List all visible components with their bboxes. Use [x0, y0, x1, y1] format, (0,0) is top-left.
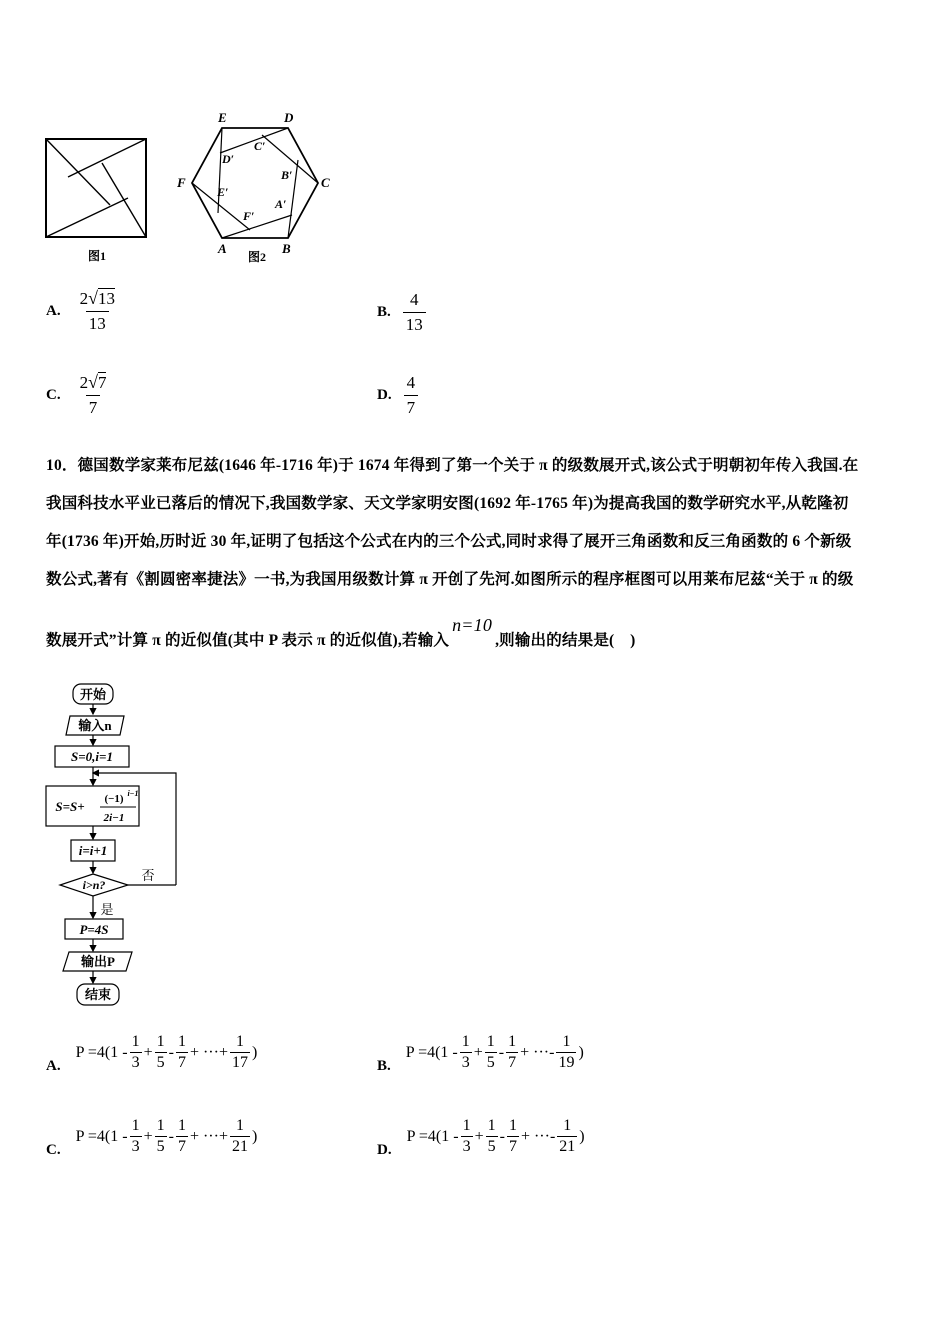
formula-fraction: $\frac{1}{5}$ — [487, 1117, 496, 1155]
formula-fraction: $\frac{1}{7}$ — [508, 1033, 517, 1071]
q10-line-5-pre: 数展开式”计算 π 的近似值(其中 P 表示 π 的近似值),若输入 — [46, 632, 450, 649]
option-label: C. — [46, 1142, 61, 1158]
formula-fraction: $\frac{1}{19}$ — [558, 1033, 575, 1071]
formula-operator: + — [143, 1127, 153, 1145]
flow-condition-text: i>n? — [82, 878, 106, 892]
fraction: $\frac{2√13}{13}$ — [79, 288, 115, 333]
q10-option-c[interactable] — [46, 1114, 258, 1159]
q9-option-c[interactable] — [46, 372, 109, 418]
fraction: $\frac{2√7}{7}$ — [79, 372, 107, 417]
q10-line-3: 年(1736 年)开始,历时近 30 年,证明了包括这个公式在内的三个公式,同时求得了展开三角函数和反三角函数的 6 个新级 — [46, 533, 852, 550]
option-label: D. — [377, 387, 392, 403]
flow-init-text: S=0,i=1 — [71, 749, 113, 764]
fraction: $\frac{4}{7}$ — [404, 373, 419, 418]
formula-operator: + ···- — [520, 1127, 556, 1145]
flow-update-prefix: S=S+ — [55, 799, 85, 814]
formula-fraction: $\frac{1}{3}$ — [461, 1033, 470, 1071]
inner-label-f-prime: F′ — [243, 209, 255, 223]
formula-fraction: $\frac{1}{21}$ — [559, 1117, 576, 1155]
q10-line-1: 10．德国数学家莱布尼兹(1646 年-1716 年)于 1674 年得到了第一个关于 π 的级数展开式,该公式于明朝初年传入我国.在 — [46, 457, 859, 474]
q10-line-2: 我国科技水平业已落后的情况下,我国数学家、天文学家明安图(1692 年-1765 年)为提高我国的数学研究水平,从乾隆初 — [46, 495, 849, 512]
flow-output-text: 输出P — [81, 954, 115, 969]
option-label: B. — [377, 1058, 391, 1074]
q10-input-expr: n=10 — [452, 615, 493, 635]
formula-operator: + ···+ — [189, 1127, 228, 1145]
flow-compute-text: P=4S — [79, 922, 109, 937]
flow-input-text: 输入n — [78, 718, 112, 733]
figure-2-hexagon — [170, 105, 345, 267]
inner-label-a-prime: A′ — [275, 197, 287, 211]
formula-suffix: ) — [578, 1043, 584, 1061]
flow-start-text: 开始 — [79, 687, 107, 702]
option-formula — [405, 1033, 585, 1072]
q10-option-b[interactable] — [377, 1030, 585, 1075]
formula-fraction: $\frac{1}{21}$ — [231, 1117, 248, 1155]
flow-end-text: 结束 — [84, 987, 112, 1002]
formula-operator: + ···+ — [189, 1043, 228, 1061]
q10-option-d[interactable] — [377, 1114, 586, 1159]
flowchart — [40, 678, 200, 1012]
inner-label-d-prime: D′ — [222, 152, 235, 166]
formula-fraction: $\frac{1}{5}$ — [486, 1033, 495, 1071]
option-label: A. — [46, 1058, 61, 1074]
formula-operator: + ···- — [520, 1043, 555, 1061]
formula-operator: + — [143, 1043, 153, 1061]
formula-prefix: P =4(1 - — [75, 1043, 128, 1061]
formula-operator: - — [499, 1127, 505, 1145]
flow-increment-text: i=i+1 — [78, 843, 108, 858]
q10-line-4: 数公式,著有《割圆密率捷法》一书,为我国用级数计算 π 开创了先河.如图所示的程序框图可以用莱布尼兹“关于 π 的级 — [46, 571, 854, 588]
formula-prefix: P =4(1 - — [75, 1127, 128, 1145]
inner-label-b-prime: B′ — [281, 168, 293, 182]
figure-1-square — [40, 132, 155, 267]
vertex-label-c: C — [321, 175, 330, 190]
option-formula — [406, 1117, 586, 1156]
flow-no-label: 否 — [141, 868, 155, 883]
formula-fraction: $\frac{1}{17}$ — [231, 1033, 248, 1071]
option-label: C. — [46, 386, 61, 403]
formula-operator: + — [473, 1043, 483, 1061]
vertex-label-d: D — [284, 110, 294, 125]
option-formula — [75, 1117, 259, 1156]
formula-prefix: P =4(1 - — [406, 1127, 459, 1145]
formula-fraction: $\frac{1}{5}$ — [156, 1033, 165, 1071]
inner-label-e-prime: E′ — [217, 185, 229, 199]
figure-2-caption: 图2 — [248, 250, 267, 264]
formula-suffix: ) — [579, 1127, 585, 1145]
q9-option-b[interactable] — [377, 290, 426, 335]
flow-update-den: 2i−1 — [103, 812, 125, 824]
formula-operator: - — [168, 1043, 174, 1061]
formula-suffix: ) — [251, 1127, 258, 1145]
formula-operator: - — [498, 1043, 505, 1061]
flow-yes-label: 是 — [100, 902, 114, 917]
inner-label-c-prime: C′ — [254, 139, 266, 153]
formula-fraction: $\frac{1}{7}$ — [177, 1117, 186, 1155]
formula-fraction: $\frac{1}{3}$ — [462, 1117, 471, 1155]
q9-option-d[interactable] — [377, 373, 418, 418]
vertex-label-f: F — [177, 175, 186, 190]
formula-suffix: ) — [251, 1043, 258, 1061]
q9-option-a[interactable] — [46, 288, 118, 334]
option-label: A. — [46, 302, 61, 319]
formula-operator: - — [168, 1127, 174, 1145]
q10-line-5 — [46, 615, 636, 650]
formula-operator: + — [474, 1127, 484, 1145]
q10-option-a[interactable] — [46, 1030, 258, 1075]
option-label: B. — [377, 304, 391, 320]
formula-fraction: $\frac{1}{5}$ — [156, 1117, 165, 1155]
fraction: $\frac{4}{13}$ — [403, 290, 426, 335]
formula-fraction: $\frac{1}{3}$ — [131, 1033, 140, 1071]
q10-line-5-post: ,则输出的结果是( ) — [495, 632, 636, 649]
flow-update-num: (−1) — [104, 793, 124, 805]
vertex-label-b: B — [282, 241, 291, 256]
formula-fraction: $\frac{1}{7}$ — [508, 1117, 517, 1155]
formula-fraction: $\frac{1}{3}$ — [131, 1117, 140, 1155]
flow-update-exp: i−1 — [127, 789, 139, 798]
vertex-label-e: E — [218, 110, 227, 125]
option-formula — [75, 1033, 259, 1072]
option-label: D. — [377, 1142, 392, 1158]
figure-1-caption: 图1 — [88, 249, 107, 263]
vertex-label-a: A — [218, 241, 227, 256]
formula-fraction: $\frac{1}{7}$ — [177, 1033, 186, 1071]
formula-prefix: P =4(1 - — [405, 1043, 458, 1061]
